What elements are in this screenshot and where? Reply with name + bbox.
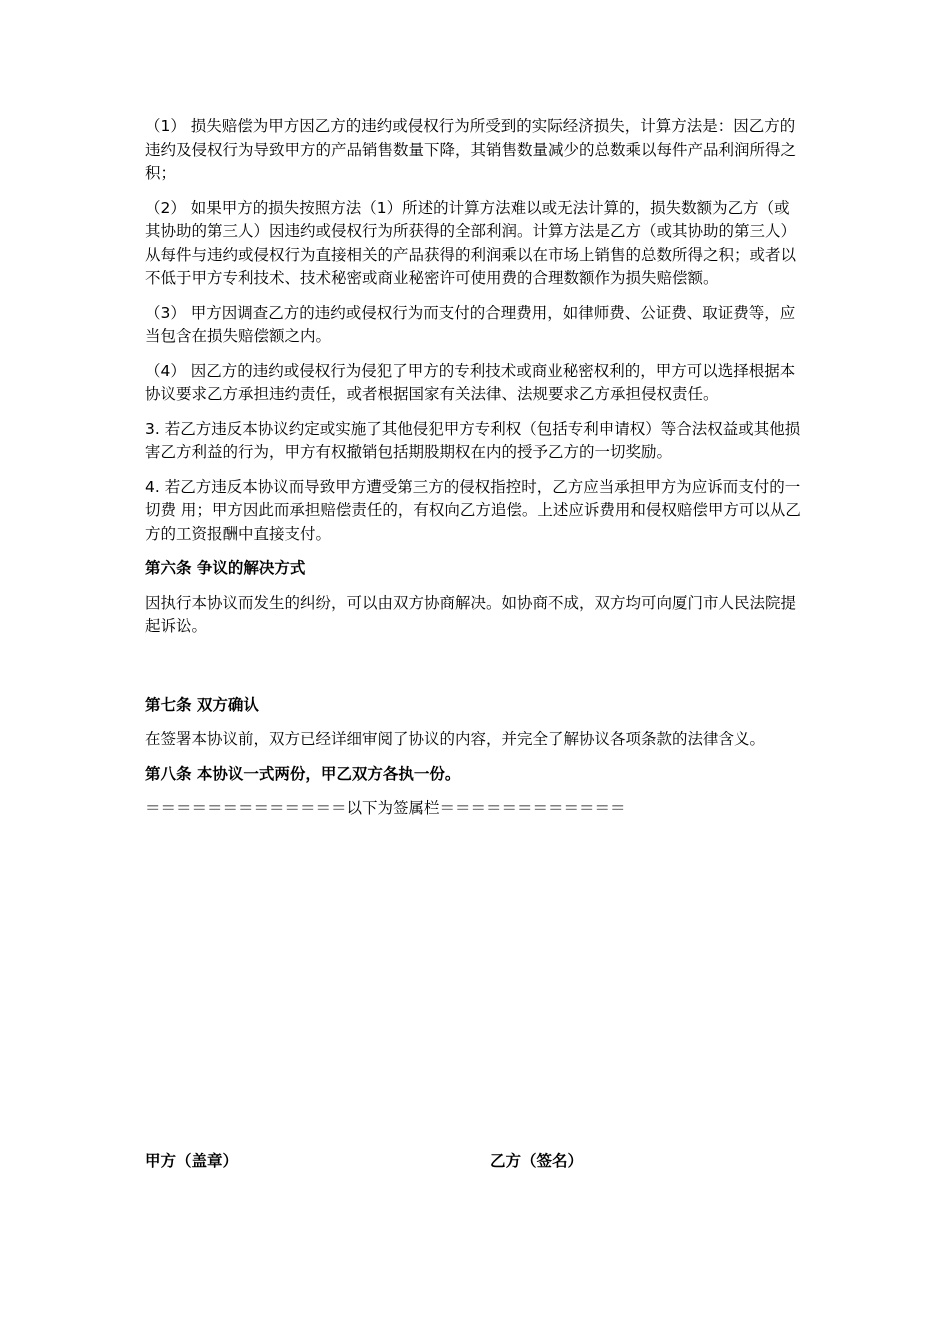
party-b-signature-label: 乙方（签名） [490, 1152, 584, 1170]
clause-paragraph-6: 4. 若乙方违反本协议而导致甲方遭受第三方的侵权指控时，乙方应当承担甲方为应诉而支付的一切费 用；甲方因此而承担赔偿责任的，有权向乙方追偿。上述应诉费用和侵权赔偿甲方可以从乙方的工资报酬中直接支付。 [145, 477, 801, 543]
clause-paragraph-2: （2） 如果甲方的损失按照方法（1）所述的计算方法难以或无法计算的，损失数额为乙方（或其协助的第三人）因违约或侵权行为所获得的全部利润。计算方法是乙方（或其协助的第三人）从每件与违约或侵权行为直接相关的产品获得的利润乘以在市场上销售的总数所得之积；或者以不低于甲方专利技术、技术秘密或商业秘密许可使用费的合理数额作为损失赔偿额。 [145, 198, 797, 287]
clause-paragraph-4: （4） 因乙方的违约或侵权行为侵犯了甲方的专利技术或商业秘密权利的，甲方可以选择根据本协议要求乙方承担违约责任，或者根据国家有关法律、法规要求乙方承担侵权责任。 [145, 361, 796, 403]
clause-paragraph-3: （3） 甲方因调查乙方的违约或侵权行为而支付的合理费用，如律师费、公证费、取证费等，应当包含在损失赔偿额之内。 [145, 303, 796, 345]
clause-paragraph-5: 3. 若乙方违反本协议约定或实施了其他侵犯甲方专利权（包括专利申请权）等合法权益或其他损害乙方利益的行为，甲方有权撤销包括期股期权在内的授予乙方的一切奖励。 [145, 419, 801, 461]
article-6-body: 因执行本协议而发生的纠纷，可以由双方协商解决。如协商不成，双方均可向厦门市人民法院提起诉讼。 [145, 593, 797, 635]
article-7-body: 在签署本协议前，双方已经详细审阅了协议的内容，并完全了解协议各项条款的法律含义。 [145, 730, 766, 748]
spacer [145, 650, 805, 694]
article-6-heading: 第六条 争议的解决方式 [145, 559, 306, 577]
party-a-signature-label: 甲方（盖章） [145, 1152, 239, 1170]
signature-block [145, 1150, 805, 1174]
article-8-heading: 第八条 本协议一式两份，甲乙双方各执一份。 [145, 764, 461, 783]
article-7-heading: 第七条 双方确认 [145, 695, 259, 714]
document-page [145, 115, 805, 821]
clause-paragraph-1: （1） 损失赔偿为甲方因乙方的违约或侵权行为所受到的实际经济损失，计算方法是：因乙方的违约及侵权行为导致甲方的产品销售数量下降，其销售数量减少的总数乘以每件产品利润所得之积； [145, 117, 797, 182]
signature-divider: ＝＝＝＝＝＝＝＝＝＝＝＝＝以下为签属栏＝＝＝＝＝＝＝＝＝＝＝＝ [145, 799, 626, 817]
